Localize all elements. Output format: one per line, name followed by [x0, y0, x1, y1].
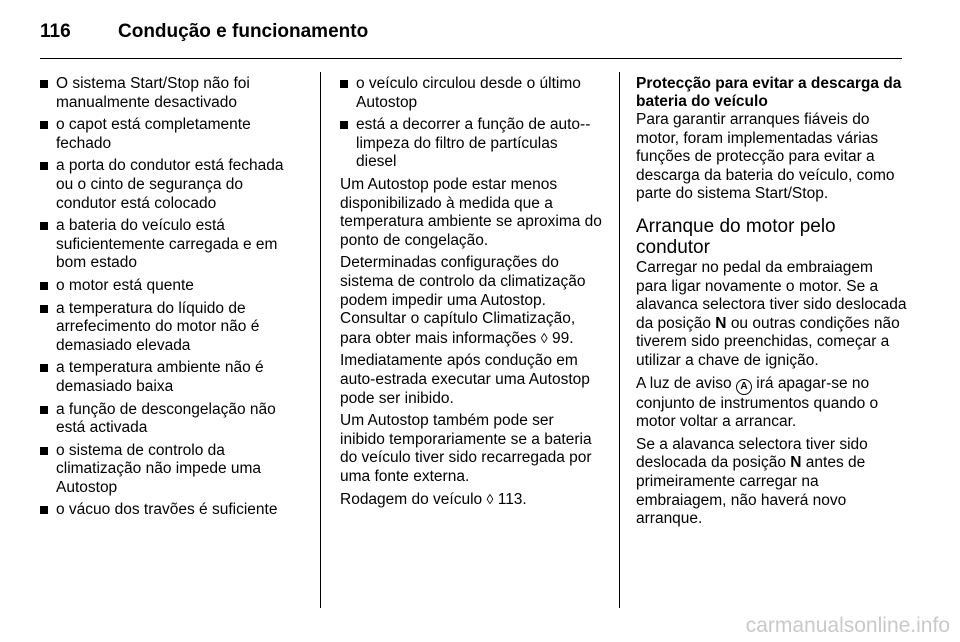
list-item: o vácuo dos travões é suficiente: [40, 501, 304, 520]
gear-position-label: N: [790, 454, 802, 472]
bullet-square-icon: [40, 222, 48, 230]
paragraph: Rodagem do veículo ◊ 113.: [340, 491, 527, 509]
column-3: [636, 75, 908, 533]
conditions-list: [40, 75, 304, 520]
list-item: o sistema de controlo da climatização não impede uma Autostop: [40, 442, 304, 498]
bullet-square-icon: [40, 282, 48, 290]
header-rule: [40, 58, 902, 59]
list-item: o motor está quente: [40, 277, 304, 296]
autostop-warning-light-icon: A: [736, 379, 752, 395]
section-heading: Arranque do motor pelo condutor: [636, 215, 836, 258]
paragraph: A luz de aviso A irá apagar-se no conjunto de instrumentos quando o motor voltar a arrancar.: [636, 374, 879, 431]
watermark: carmanualsonline.info: [745, 614, 950, 637]
paragraph: Se a alavanca selectora tiver sido deslocada da posição N antes de primeiramente carregar na embraiagem, não haverá novo arranque.: [636, 435, 868, 528]
subsection-heading: Protecção para evitar a descarga da bateria do veículo: [636, 75, 902, 110]
list-item: o veículo circulou desde o último Autostop: [340, 75, 602, 112]
bullet-square-icon: [40, 364, 48, 372]
page-title: Condução e funcionamento: [118, 21, 369, 42]
page-reference-icon: ◊: [540, 329, 548, 346]
page-reference-icon: ◊: [486, 491, 494, 508]
paragraph: Carregar no pedal da embraiagem para ligar novamente o motor. Se a alavanca selectora tiver sido deslocada da posição N ou outras condições não tiverem sido preenchidas, começar a utilizar a chave de ignição.: [636, 258, 907, 369]
paragraph: Um Autostop também pode ser inibido temporariamente se a bateria do veículo tiver sido recarregada por uma fonte externa.: [340, 412, 592, 485]
gear-position-label: N: [715, 314, 727, 332]
list-item: está a decorrer a função de auto--limpeza do filtro de partículas diesel: [340, 116, 602, 172]
page-header: [40, 14, 368, 50]
bullet-square-icon: [40, 121, 48, 129]
page-reference-link[interactable]: 113.: [497, 491, 527, 509]
bullet-square-icon: [40, 406, 48, 414]
list-item: O sistema Start/Stop não foi manualmente desactivado: [40, 75, 304, 112]
bullet-square-icon: [40, 80, 48, 88]
page-reference-link[interactable]: 99.: [551, 329, 574, 347]
bullet-square-icon: [40, 162, 48, 170]
list-item: a função de descongelação não está activada: [40, 401, 304, 438]
bullet-square-icon: [40, 447, 48, 455]
list-item: a temperatura do líquido de arrefecimento do motor não é demasiado elevada: [40, 300, 304, 356]
page-number: 116: [40, 21, 71, 42]
bullet-square-icon: [40, 506, 48, 514]
list-item: a porta do condutor está fechada ou o cinto de segurança do condutor está colocado: [40, 157, 304, 213]
bullet-square-icon: [40, 305, 48, 313]
list-item: a bateria do veículo está suficientemente carregada e em bom estado: [40, 217, 304, 273]
column-divider-2: [619, 72, 620, 608]
column-1: [40, 75, 304, 524]
paragraph: Determinadas configurações do sistema de controlo da climatização podem impedir uma Autostop. Consultar o capítulo Climatização, para obter mais informações ◊ 99.: [340, 254, 586, 347]
column-divider-1: [320, 72, 321, 608]
paragraph: Um Autostop pode estar menos disponibilizado à medida que a temperatura ambiente se aproxima do ponto de congelação.: [340, 175, 602, 249]
column-2: [340, 75, 602, 514]
paragraph: Imediatamente após condução em auto-estrada executar uma Autostop pode ser inibido.: [340, 352, 590, 407]
list-item: o capot está completamente fechado: [40, 116, 304, 153]
bullet-square-icon: [340, 80, 348, 88]
bullet-square-icon: [340, 121, 348, 129]
list-item: a temperatura ambiente não é demasiado baixa: [40, 359, 304, 396]
paragraph: Para garantir arranques fiáveis do motor, foram implementadas várias funções de protecção para evitar a descarga da bateria do veículo, como parte do sistema Start/Stop.: [636, 111, 895, 203]
conditions-list-continued: [340, 75, 602, 172]
